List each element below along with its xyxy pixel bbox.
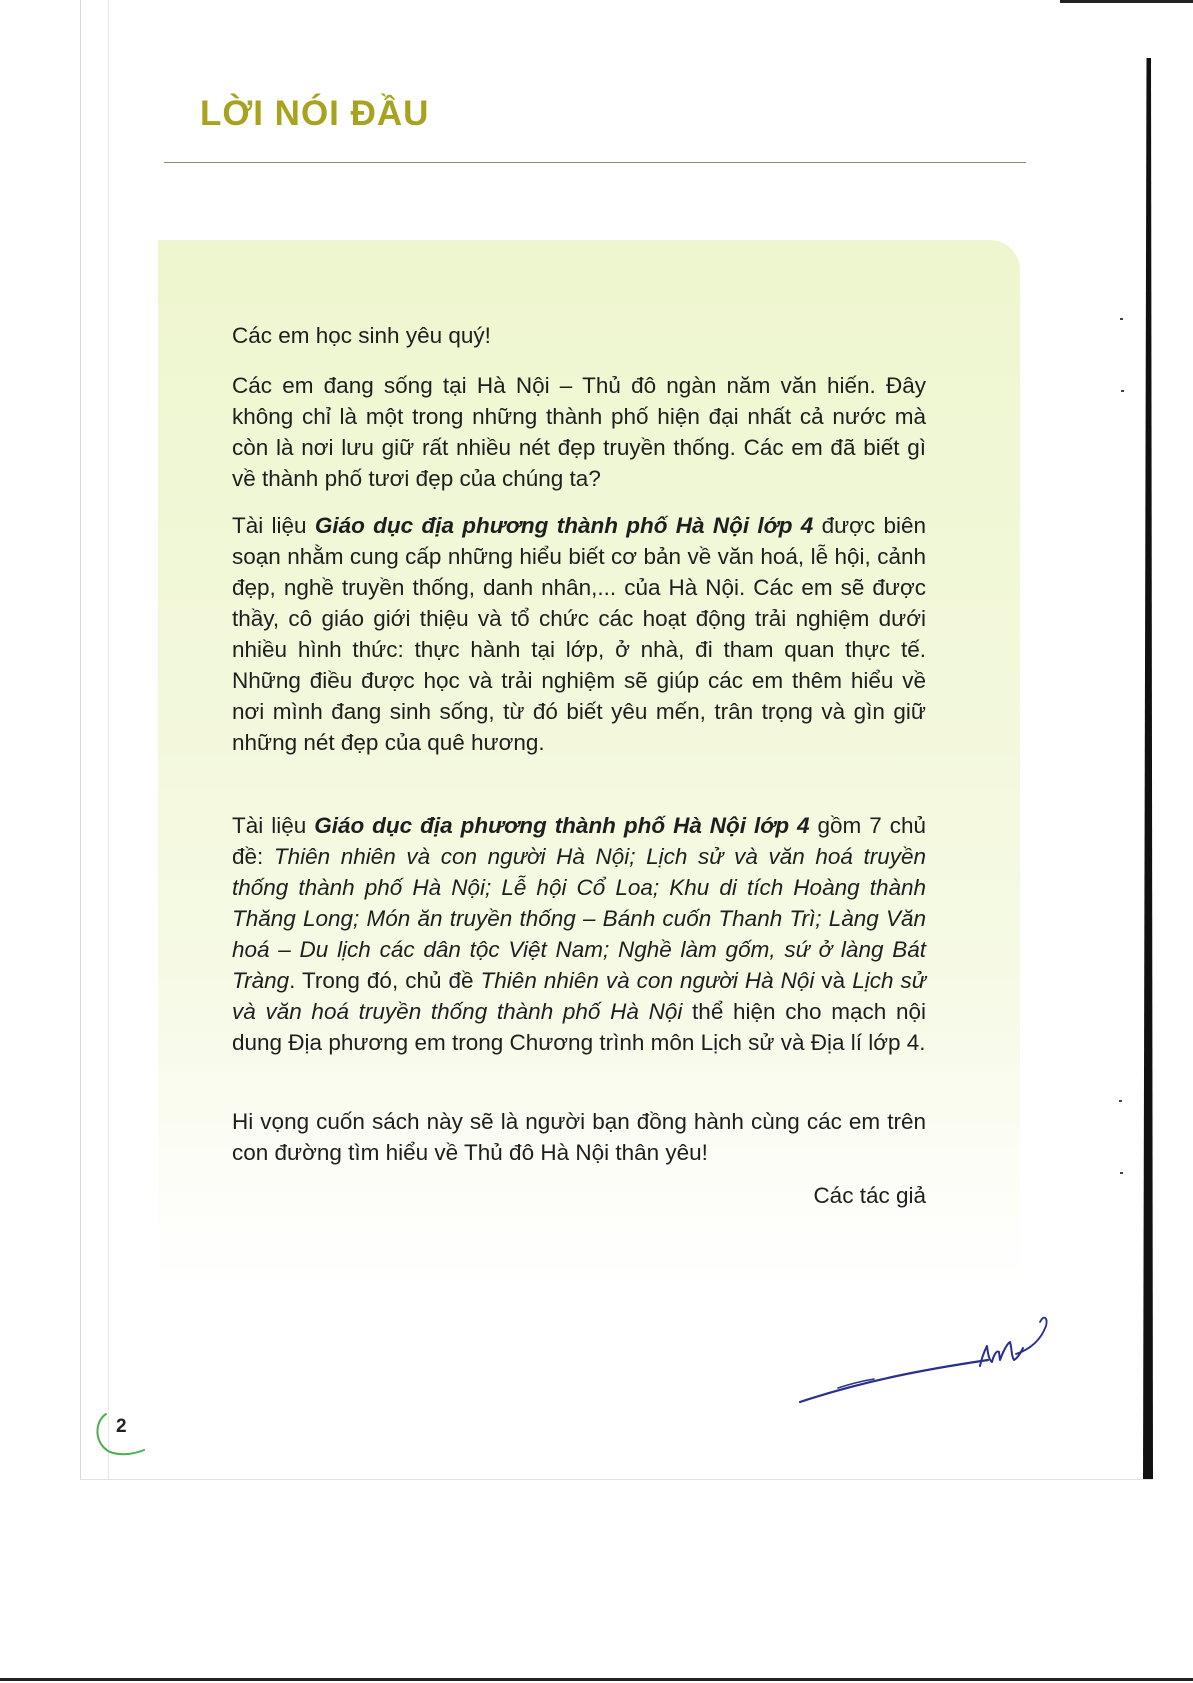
paragraph-topics [232,810,926,1058]
scan-speck [1120,318,1123,320]
scan-edge-line [108,0,109,1480]
scan-border [0,1678,1193,1681]
topic-a: Thiên nhiên và con người Hà Nội [480,968,815,993]
paragraph-topics-text [232,810,926,1058]
scan-edge-line [80,0,81,1480]
scan-speck [1119,1100,1122,1102]
paragraph-body: được biên soạn nhằm cung cấp những hiểu biết cơ bản về văn hoá, lễ hội, cảnh đẹp, nghề truyền thống, danh nhân,... của Hà Nội. Các em sẽ được thầy, cô giáo giới thiệu và tổ chức các hoạt động trải nghiệm dưới nhiều hình thức: thực hành tại lớp, ở nhà, đi tham quan thực tế. Những điều được học và trải nghiệm sẽ giúp các em thêm hiểu về nơi mình đang sinh sống, từ đó biết yêu mến, trân trọng và gìn giữ những nét đẹp của quê hương. [232,513,926,755]
page-edge [80,1479,1153,1480]
scan-page-shadow [1143,58,1153,1480]
paragraph-intro [232,370,926,494]
scan-speck [1121,390,1124,392]
topics-middle: . Trong đó, chủ đề [289,968,481,993]
book-title: Giáo dục địa phương thành phố Hà Nội lớp 4 [314,513,814,538]
topics-end: thể hiện cho mạch nội dung Địa phương em trong Chương trình môn Lịch sử và Địa lí lớp 4. [232,999,926,1055]
book-title: Giáo dục địa phương thành phố Hà Nội lớp 4 [314,813,810,838]
paragraph-intro-text: Các em đang sống tại Hà Nội – Thủ đô ngàn năm văn hiến. Đây không chỉ là một trong những thành phố hiện đại nhất cả nước mà còn là nơi lưu giữ rất nhiều nét đẹp truyền thống. Các em đã biết gì về thành phố tươi đẹp của chúng ta? [232,373,926,491]
paragraph-closing-text: Hi vọng cuốn sách này sẽ là người bạn đồng hành cùng các em trên con đường tìm hiểu về Thủ đô Hà Nội thân yêu! [232,1109,926,1165]
page-title: LỜI NÓI ĐẦU [200,94,430,133]
handwritten-signature [790,1270,1070,1410]
scan-border [1060,0,1193,3]
page-number: 2 [116,1416,127,1437]
scan-speck [1120,1172,1123,1174]
topics-and: và [814,968,853,993]
paragraph-purpose-text [232,510,926,758]
topic-b: Lịch sử và văn hoá truyền thống thành phố Hà Nội [232,968,927,1024]
greeting-text: Các em học sinh yêu quý! [232,323,491,348]
greeting [232,320,926,351]
topics-intro: gồm 7 chủ đề: [232,813,926,869]
signoff-text: Các tác giả [813,1183,926,1208]
paragraph-lead: Tài liệu [232,813,315,838]
title-divider [164,162,1026,163]
paragraph-lead: Tài liệu [232,513,315,538]
signoff [232,1180,926,1211]
page-number-badge [92,1410,152,1460]
paragraph-closing [232,1106,926,1168]
topics-list: Thiên nhiên và con người Hà Nội; Lịch sử và văn hoá truyền thống thành phố Hà Nội; Lễ hội Cổ Loa; Khu di tích Hoàng thành Thăng Long; Món ăn truyền thống – Bánh cuốn Thanh Trì; Làng Văn hoá – Du lịch các dân tộc Việt Nam; Nghề làm gốm, sứ ở làng Bát Tràng [232,844,927,993]
paragraph-purpose [232,510,926,758]
